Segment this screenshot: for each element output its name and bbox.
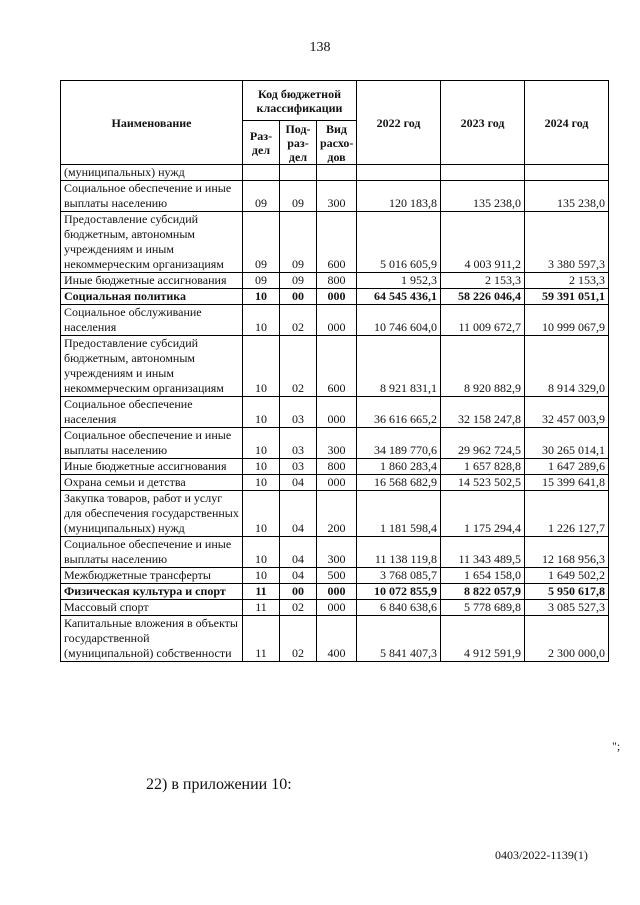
row-vid: 300 (317, 428, 357, 459)
table-row (61, 428, 609, 459)
row-vid: 000 (317, 289, 357, 305)
row-vid: 500 (317, 568, 357, 584)
row-podrazdel: 04 (280, 568, 317, 584)
row-value-2024: 30 265 014,1 (525, 428, 609, 459)
row-value-2022: 1 952,3 (357, 273, 441, 289)
row-razdel: 10 (243, 397, 280, 428)
row-name: Предоставление субсидий бюджетным, автономным учреждениям и иным некоммерческим организациям (61, 212, 243, 273)
row-podrazdel: 03 (280, 428, 317, 459)
row-value-2022: 10 072 855,9 (357, 584, 441, 600)
header-year-2022: 2022 год (357, 81, 441, 165)
row-razdel: 10 (243, 336, 280, 397)
row-value-2023: 4 003 911,2 (441, 212, 525, 273)
row-vid: 200 (317, 491, 357, 537)
row-podrazdel: 09 (280, 273, 317, 289)
page-number: 138 (309, 40, 331, 55)
row-podrazdel: 09 (280, 181, 317, 212)
row-value-2022: 64 545 436,1 (357, 289, 441, 305)
row-razdel: 11 (243, 584, 280, 600)
row-value-2023: 11 343 489,5 (441, 537, 525, 568)
row-value-2024: 3 380 597,3 (525, 212, 609, 273)
row-name: Социальная политика (61, 289, 243, 305)
table-row (61, 305, 609, 336)
header-vid-rashodov: Вид расхо-дов (317, 121, 357, 165)
table-row (61, 537, 609, 568)
row-value-2023: 1 654 158,0 (441, 568, 525, 584)
row-razdel: 10 (243, 459, 280, 475)
table-row (61, 584, 609, 600)
table-row (61, 212, 609, 273)
row-razdel: 11 (243, 600, 280, 616)
table-row (61, 273, 609, 289)
row-value-2024: 2 153,3 (525, 273, 609, 289)
row-podrazdel: 04 (280, 537, 317, 568)
row-vid (317, 165, 357, 181)
row-razdel (243, 165, 280, 181)
row-value-2024: 3 085 527,3 (525, 600, 609, 616)
row-value-2023: 58 226 046,4 (441, 289, 525, 305)
row-value-2024: 2 300 000,0 (525, 616, 609, 662)
row-name: Физическая культура и спорт (61, 584, 243, 600)
header-code-group: Код бюджетной классификации (243, 81, 357, 121)
row-value-2023: 4 912 591,9 (441, 616, 525, 662)
row-name: (муниципальных) нужд (61, 165, 243, 181)
budget-table (60, 80, 609, 662)
row-value-2022: 11 138 119,8 (357, 537, 441, 568)
row-value-2022 (357, 165, 441, 181)
table-row (61, 397, 609, 428)
row-name: Социальное обеспечение и иные выплаты населению (61, 428, 243, 459)
row-value-2023: 135 238,0 (441, 181, 525, 212)
table-row (61, 165, 609, 181)
table-row (61, 616, 609, 662)
row-podrazdel: 03 (280, 459, 317, 475)
table-row (61, 289, 609, 305)
row-value-2024: 1 649 502,2 (525, 568, 609, 584)
document-code: 0403/2022-1139(1) (495, 848, 588, 862)
row-podrazdel: 02 (280, 600, 317, 616)
row-value-2024: 59 391 051,1 (525, 289, 609, 305)
row-value-2022: 1 181 598,4 (357, 491, 441, 537)
row-name: Закупка товаров, работ и услуг для обеспечения государственных (муниципальных) нужд (61, 491, 243, 537)
table-row (61, 491, 609, 537)
row-name: Массовый спорт (61, 600, 243, 616)
closing-quote-mark: "; (612, 739, 621, 753)
row-name: Капитальные вложения в объекты государственной (муниципальной) собственности (61, 616, 243, 662)
row-value-2023: 32 158 247,8 (441, 397, 525, 428)
row-value-2023: 14 523 502,5 (441, 475, 525, 491)
row-value-2024: 135 238,0 (525, 181, 609, 212)
row-podrazdel (280, 165, 317, 181)
row-value-2023: 29 962 724,5 (441, 428, 525, 459)
row-vid: 000 (317, 397, 357, 428)
row-vid: 600 (317, 212, 357, 273)
row-value-2022: 6 840 638,6 (357, 600, 441, 616)
row-value-2022: 10 746 604,0 (357, 305, 441, 336)
row-vid: 000 (317, 600, 357, 616)
row-name: Иные бюджетные ассигнования (61, 459, 243, 475)
row-name: Охрана семьи и детства (61, 475, 243, 491)
row-razdel: 10 (243, 568, 280, 584)
row-vid: 000 (317, 475, 357, 491)
row-value-2024: 1 647 289,6 (525, 459, 609, 475)
row-podrazdel: 02 (280, 305, 317, 336)
row-vid: 400 (317, 616, 357, 662)
table-row (61, 459, 609, 475)
row-name: Социальное обеспечение и иные выплаты населению (61, 537, 243, 568)
row-name: Предоставление субсидий бюджетным, автономным учреждениям и иным некоммерческим организациям (61, 336, 243, 397)
header-year-2023: 2023 год (441, 81, 525, 165)
row-value-2023: 1 175 294,4 (441, 491, 525, 537)
row-podrazdel: 02 (280, 616, 317, 662)
row-vid: 600 (317, 336, 357, 397)
table-row (61, 475, 609, 491)
row-razdel: 09 (243, 181, 280, 212)
row-podrazdel: 03 (280, 397, 317, 428)
row-value-2023: 5 778 689,8 (441, 600, 525, 616)
table-row (61, 600, 609, 616)
header-razdel: Раз-дел (243, 121, 280, 165)
row-podrazdel: 04 (280, 475, 317, 491)
row-vid: 000 (317, 305, 357, 336)
row-razdel: 10 (243, 475, 280, 491)
row-name: Социальное обслуживание населения (61, 305, 243, 336)
row-podrazdel: 02 (280, 336, 317, 397)
row-vid: 800 (317, 273, 357, 289)
row-value-2022: 36 616 665,2 (357, 397, 441, 428)
row-value-2024: 15 399 641,8 (525, 475, 609, 491)
header-name: Наименование (61, 81, 243, 165)
row-value-2024: 10 999 067,9 (525, 305, 609, 336)
table-row (61, 568, 609, 584)
row-podrazdel: 09 (280, 212, 317, 273)
section-note: 22) в приложении 10: (146, 776, 292, 793)
row-razdel: 11 (243, 616, 280, 662)
row-razdel: 10 (243, 305, 280, 336)
row-value-2023: 2 153,3 (441, 273, 525, 289)
row-value-2022: 16 568 682,9 (357, 475, 441, 491)
row-name: Социальное обеспечение и иные выплаты населению (61, 181, 243, 212)
row-value-2024: 1 226 127,7 (525, 491, 609, 537)
row-name: Иные бюджетные ассигнования (61, 273, 243, 289)
row-vid: 300 (317, 537, 357, 568)
row-value-2022: 5 016 605,9 (357, 212, 441, 273)
row-razdel: 10 (243, 428, 280, 459)
row-value-2023: 11 009 672,7 (441, 305, 525, 336)
row-podrazdel: 00 (280, 584, 317, 600)
row-value-2022: 1 860 283,4 (357, 459, 441, 475)
row-vid: 300 (317, 181, 357, 212)
table-row (61, 181, 609, 212)
budget-table-body (61, 165, 609, 662)
row-vid: 800 (317, 459, 357, 475)
row-razdel: 10 (243, 491, 280, 537)
row-name: Социальное обеспечение населения (61, 397, 243, 428)
header-year-2024: 2024 год (525, 81, 609, 165)
row-value-2022: 8 921 831,1 (357, 336, 441, 397)
row-razdel: 09 (243, 273, 280, 289)
row-value-2023: 8 822 057,9 (441, 584, 525, 600)
row-value-2022: 3 768 085,7 (357, 568, 441, 584)
row-value-2024: 5 950 617,8 (525, 584, 609, 600)
row-value-2022: 34 189 770,6 (357, 428, 441, 459)
row-value-2024 (525, 165, 609, 181)
header-podrazdel: Под-раз-дел (280, 121, 317, 165)
row-value-2023: 1 657 828,8 (441, 459, 525, 475)
row-value-2024: 8 914 329,0 (525, 336, 609, 397)
row-value-2023 (441, 165, 525, 181)
row-razdel: 10 (243, 289, 280, 305)
row-podrazdel: 00 (280, 289, 317, 305)
row-value-2024: 12 168 956,3 (525, 537, 609, 568)
table-row (61, 336, 609, 397)
row-podrazdel: 04 (280, 491, 317, 537)
row-name: Межбюджетные трансферты (61, 568, 243, 584)
row-value-2023: 8 920 882,9 (441, 336, 525, 397)
row-razdel: 09 (243, 212, 280, 273)
row-value-2024: 32 457 003,9 (525, 397, 609, 428)
row-razdel: 10 (243, 537, 280, 568)
row-value-2022: 5 841 407,3 (357, 616, 441, 662)
row-vid: 000 (317, 584, 357, 600)
row-value-2022: 120 183,8 (357, 181, 441, 212)
